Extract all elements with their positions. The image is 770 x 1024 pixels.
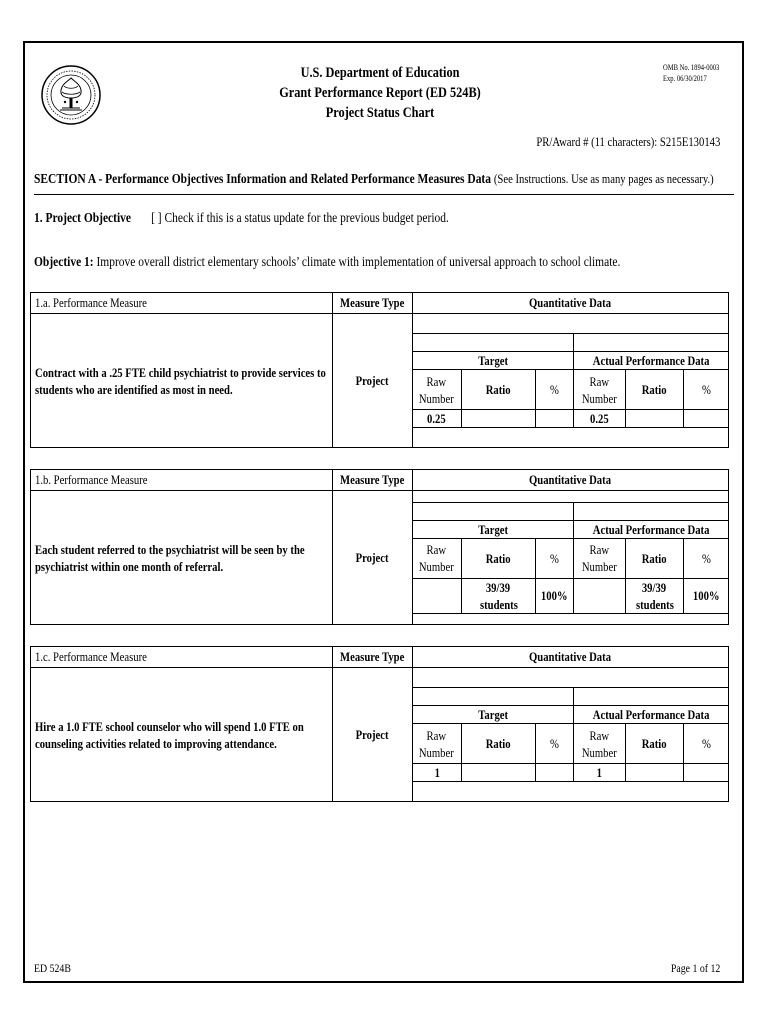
raw-header: Raw xyxy=(426,373,447,389)
title-line-1: U.S. Department of Education xyxy=(300,65,460,81)
number-header: Number xyxy=(419,744,455,760)
target-ratio: 39/39 students xyxy=(479,579,518,612)
measure-type: Project xyxy=(356,726,389,742)
raw-header: Raw xyxy=(426,542,447,557)
ratio-header: Ratio xyxy=(641,550,667,566)
percent-header: % xyxy=(701,550,711,566)
percent-header: % xyxy=(549,382,559,397)
target-percent-cell[interactable] xyxy=(535,764,573,782)
project-objective-label: 1. Project Objective xyxy=(34,211,132,226)
target-raw-cell[interactable] xyxy=(413,764,461,782)
status-update-text: Check if this is a status update for the previous budget period. xyxy=(164,211,449,226)
title-line-2: Grant Performance Report (ED 524B) xyxy=(279,85,481,101)
omb-info xyxy=(663,62,719,84)
measure-label: 1.b. Performance Measure xyxy=(35,472,148,487)
section-a-heading xyxy=(34,171,714,188)
omb-number: OMB No. 1894-0003 xyxy=(663,63,720,72)
title-line-3: Project Status Chart xyxy=(325,105,435,121)
number-header: Number xyxy=(581,559,617,574)
actual-raw: 1 xyxy=(596,765,602,780)
actual-header: Actual Performance Data xyxy=(592,353,710,368)
number-header: Number xyxy=(419,559,455,574)
target-ratio-cell[interactable] xyxy=(461,410,535,428)
footer-page-number: Page 1 of 12 xyxy=(670,961,720,975)
actual-percent: 100% xyxy=(692,588,720,603)
target-header: Target xyxy=(477,707,508,722)
footer-form-id: ED 524B xyxy=(34,961,71,975)
measure-description-cell[interactable] xyxy=(31,314,333,448)
percent-header: % xyxy=(701,382,711,397)
measure-label: 1.c. Performance Measure xyxy=(35,649,147,664)
target-raw: 1 xyxy=(434,765,440,780)
percent-header: % xyxy=(701,736,711,751)
quantitative-data-header: Quantitative Data xyxy=(529,295,612,310)
measure-type-cell[interactable] xyxy=(333,491,413,625)
actual-raw: 0.25 xyxy=(589,411,609,426)
percent-header: % xyxy=(549,736,559,751)
ratio-header: Ratio xyxy=(641,736,667,751)
number-header: Number xyxy=(581,390,617,406)
target-percent-cell[interactable] xyxy=(535,410,573,428)
section-a-note: (See Instructions. Use as many pages as necessary.) xyxy=(493,171,714,186)
measure-label: 1.a. Performance Measure xyxy=(35,295,147,310)
raw-header: Raw xyxy=(589,542,609,557)
objective-text: Improve overall district elementary schools’ climate with implementation of universal approach to school climate. xyxy=(96,255,621,270)
actual-percent-cell[interactable] xyxy=(683,578,728,613)
target-ratio-cell[interactable] xyxy=(461,764,535,782)
project-objective-row xyxy=(34,211,449,227)
actual-ratio-cell[interactable] xyxy=(625,764,683,782)
quantitative-data-grid xyxy=(413,333,729,428)
raw-header: Raw xyxy=(589,373,609,389)
performance-measure-table xyxy=(30,646,729,802)
actual-ratio-cell[interactable] xyxy=(625,578,683,613)
number-header: Number xyxy=(581,744,617,760)
target-percent: 100% xyxy=(540,588,568,603)
form-title xyxy=(230,63,530,123)
performance-measure-table xyxy=(30,469,729,625)
objective-row xyxy=(34,255,620,271)
status-update-checkbox[interactable]: [ ] xyxy=(151,211,162,226)
measure-type: Project xyxy=(356,372,389,388)
target-header: Target xyxy=(477,521,508,537)
actual-percent-cell[interactable] xyxy=(683,764,728,782)
ratio-header: Ratio xyxy=(485,550,511,566)
target-header: Target xyxy=(477,353,508,368)
measure-description: Contract with a .25 FTE child psychiatrist to provide services to students who are identified as most in need. xyxy=(35,364,326,397)
target-percent-cell[interactable] xyxy=(535,578,573,613)
measure-description-cell[interactable] xyxy=(31,668,333,802)
raw-header: Raw xyxy=(589,727,609,743)
number-header: Number xyxy=(419,390,455,406)
performance-measure-table xyxy=(30,292,729,448)
section-divider xyxy=(34,194,734,195)
target-ratio-cell[interactable] xyxy=(461,578,535,613)
target-raw: 0.25 xyxy=(427,411,447,426)
objective-label: Objective 1: xyxy=(34,255,94,270)
department-of-education-seal-icon xyxy=(40,64,102,126)
measure-type-header: Measure Type xyxy=(340,295,405,310)
actual-percent-cell[interactable] xyxy=(683,410,728,428)
measure-type-cell[interactable] xyxy=(333,314,413,448)
award-number: PR/Award # (11 characters): S215E130143 xyxy=(536,134,720,149)
actual-ratio: 39/39 students xyxy=(635,579,674,612)
quantitative-data-header: Quantitative Data xyxy=(529,472,612,487)
measure-description: Hire a 1.0 FTE school counselor who will spend 1.0 FTE on counseling activities related to improving attendance. xyxy=(35,718,304,751)
percent-header: % xyxy=(549,550,559,566)
measure-type-cell[interactable] xyxy=(333,668,413,802)
measure-type-header: Measure Type xyxy=(340,472,405,487)
target-raw-cell[interactable] xyxy=(413,578,461,613)
measure-type: Project xyxy=(356,549,389,565)
actual-raw-cell[interactable] xyxy=(573,410,625,428)
actual-header: Actual Performance Data xyxy=(592,521,710,537)
measure-description-cell[interactable] xyxy=(31,491,333,625)
ratio-header: Ratio xyxy=(641,382,667,397)
omb-expiration: Exp. 06/30/2017 xyxy=(663,74,707,83)
target-raw-cell[interactable] xyxy=(413,410,461,428)
actual-ratio-cell[interactable] xyxy=(625,410,683,428)
actual-raw-cell[interactable] xyxy=(573,578,625,613)
section-a-title: SECTION A - Performance Objectives Information and Related Performance Measures Data xyxy=(34,172,491,187)
quantitative-data-header: Quantitative Data xyxy=(529,649,612,664)
ratio-header: Ratio xyxy=(485,736,511,751)
quantitative-data-grid xyxy=(413,502,729,614)
ratio-header: Ratio xyxy=(485,382,511,397)
measure-type-header: Measure Type xyxy=(340,649,405,664)
raw-header: Raw xyxy=(426,727,447,743)
measure-description: Each student referred to the psychiatrist will be seen by the psychiatrist within one month of referral. xyxy=(35,541,305,574)
actual-raw-cell[interactable] xyxy=(573,764,625,782)
actual-header: Actual Performance Data xyxy=(592,707,710,722)
quantitative-data-grid xyxy=(413,687,729,782)
